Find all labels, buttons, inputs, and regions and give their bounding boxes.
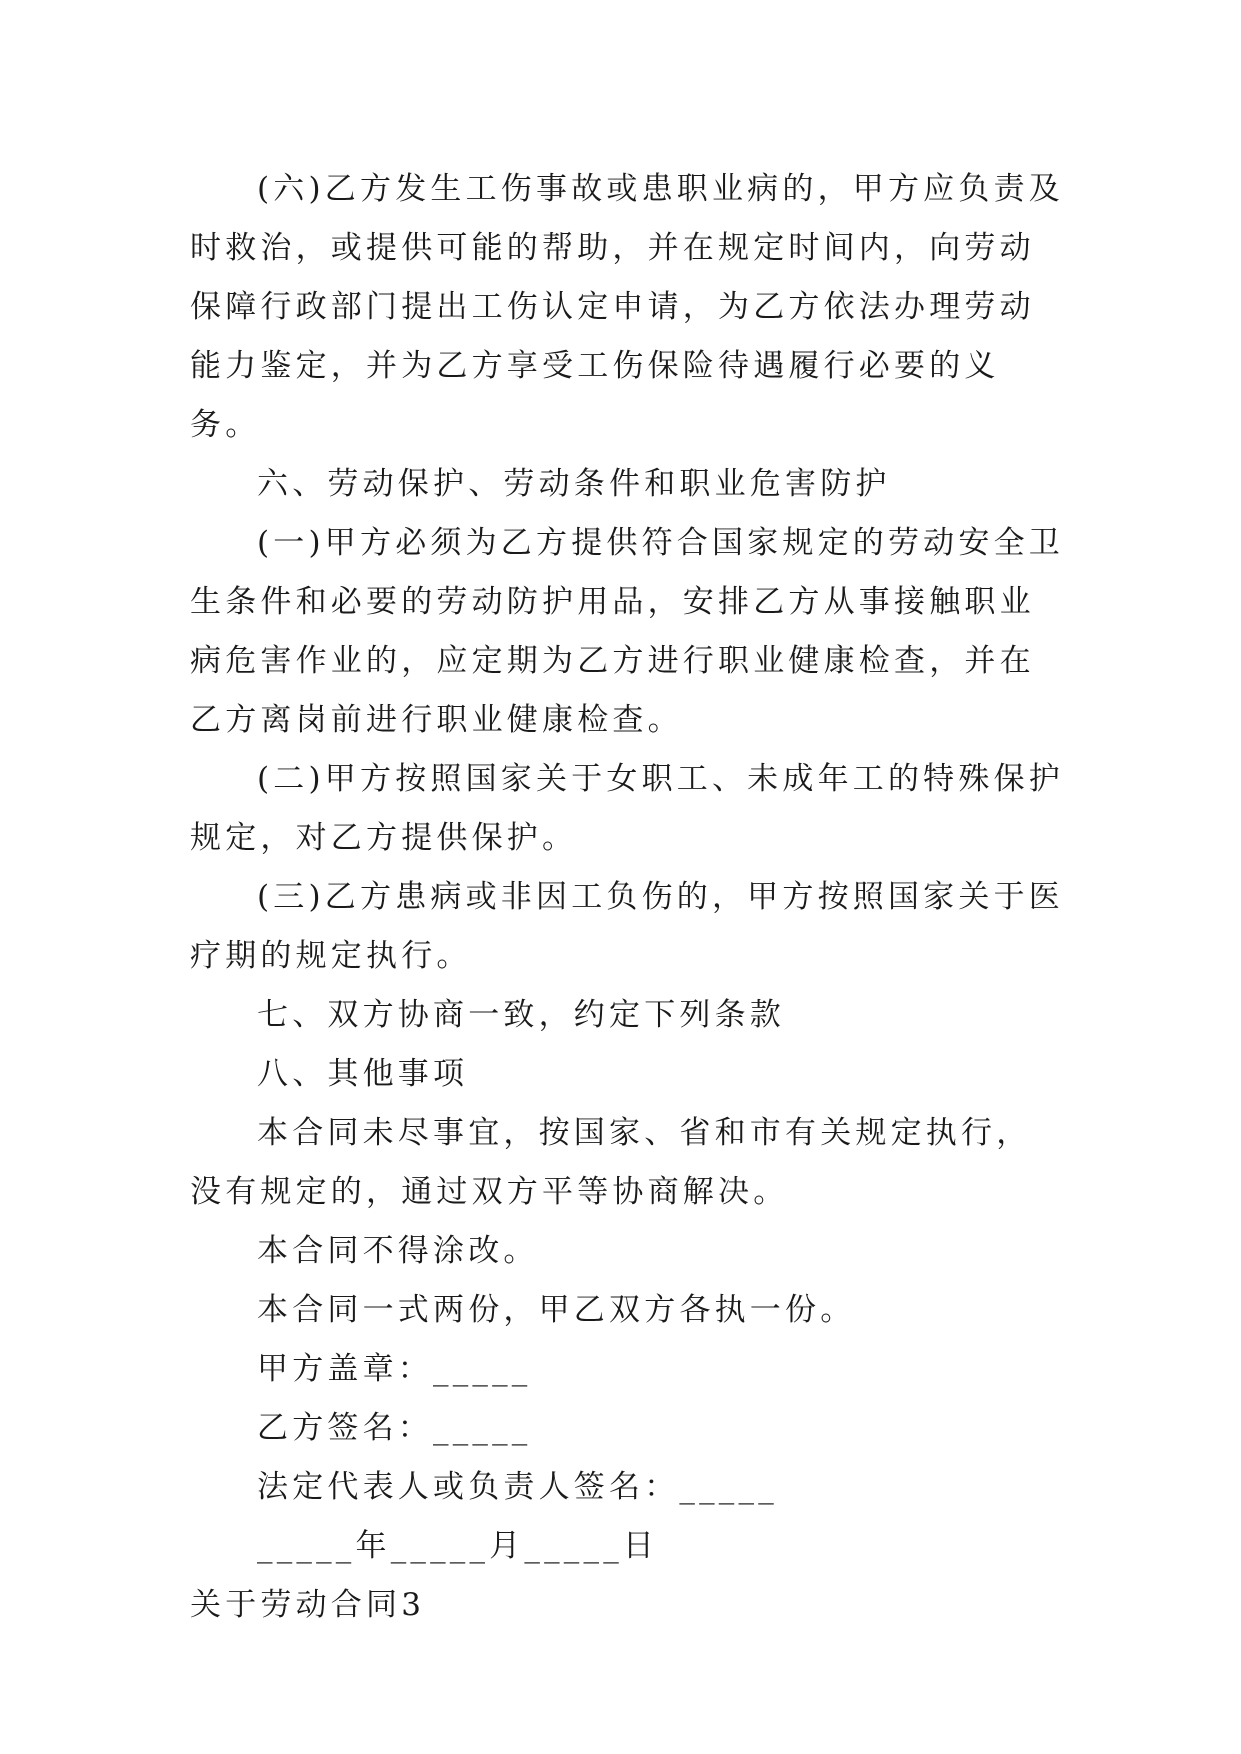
paragraph-unresolved-matters: 本合同未尽事宜，按国家、省和市有关规定执行，没有规定的，通过双方平等协商解决。 [190,1115,1032,1210]
party-a-seal-line: 甲方盖章：_____ [257,1351,532,1387]
party-b-signature-line: 乙方签名：_____ [257,1410,532,1446]
paragraph-work-injury: (六)乙方发生工伤事故或患职业病的，甲方应负责及时救治，或提供可能的帮助，并在规定时间内，向劳动保障行政部门提出工伤认定申请，为乙方依法办理劳动能力鉴定，并为乙方享受工伤保险待遇履行必要的义务。 [190,171,1064,443]
paragraph-copies: 本合同一式两份，甲乙双方各执一份。 [257,1292,856,1328]
heading-agreed-terms: 七、双方协商一致，约定下列条款 [257,997,785,1033]
paragraph-no-alteration: 本合同不得涂改。 [257,1233,539,1269]
section-heading: 关于劳动合同3 [190,1587,426,1623]
date-line: _____年_____月_____日 [257,1528,659,1564]
paragraph-special-protection: (二)甲方按照国家关于女职工、未成年工的特殊保护规定，对乙方提供保护。 [190,761,1064,856]
document-body [190,160,1065,1635]
heading-other-matters: 八、其他事项 [257,1056,469,1092]
legal-representative-signature-line: 法定代表人或负责人签名：_____ [257,1469,778,1505]
paragraph-medical-period: (三)乙方患病或非因工负伤的，甲方按照国家关于医疗期的规定执行。 [190,879,1064,974]
heading-labor-protection: 六、劳动保护、劳动条件和职业危害防护 [257,466,891,502]
paragraph-safety-conditions: (一)甲方必须为乙方提供符合国家规定的劳动安全卫生条件和必要的劳动防护用品，安排乙方从事接触职业病危害作业的，应定期为乙方进行职业健康检查，并在乙方离岗前进行职业健康检查。 [190,525,1064,738]
